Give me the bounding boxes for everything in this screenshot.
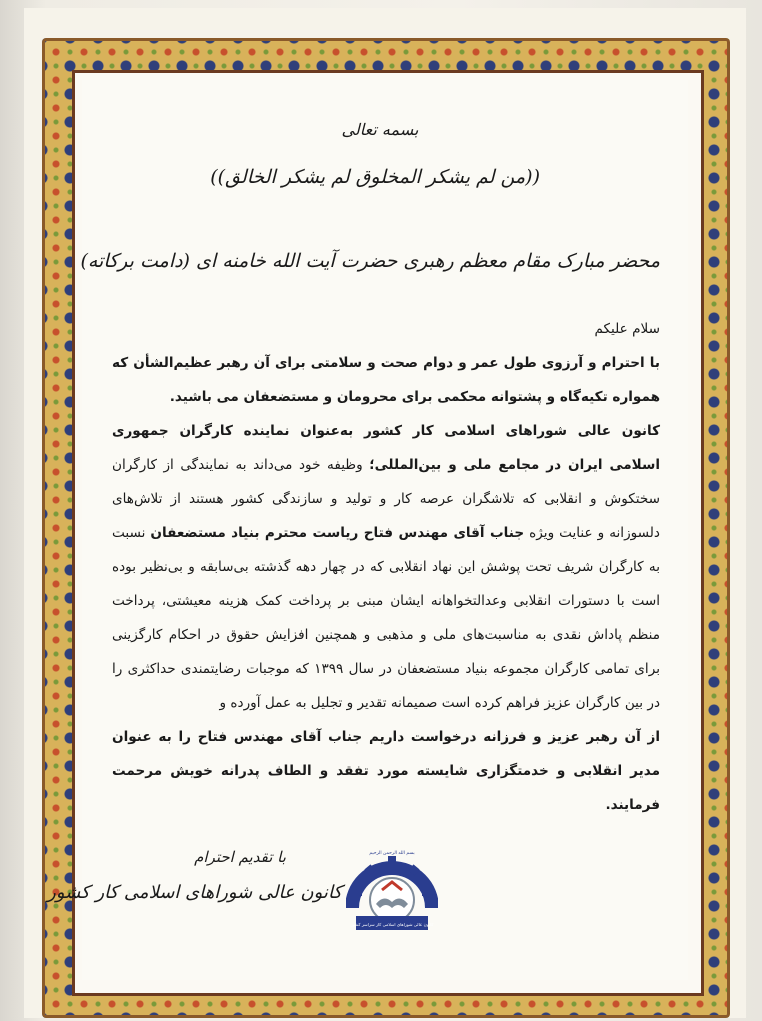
letter-body [112,312,660,822]
paragraph-wishes: با احترام و آرزوی طول عمر و دوام صحت و سلامتی برای آن رهبر عظیم‌الشأن که همواره تکیه‌گاه و پشتوانه محکمی برای محرومان و مستضعفان می باشید. [112,355,660,405]
paragraph-main-part3: نسبت به کارگران شریف تحت پوشش این نهاد انقلابی که در چهار دهه گذشته بی‌سابقه و بی‌نظیر بوده است با دستورات انقلابی وعدالتخواهانه ایشان مبنی بر پرداخت کمک هزینه معیشتی، پرداخت منظم پاداش نقدی به مناسبت‌های ملی و مذهبی و همچنین افزایش حقوق در احکام کارگزینی برای تمامی کارگران مجموعه بنیاد مستضعفان در سال ۱۳۹۹ که موجبات رضایتمندی حداکثری را در بین کارگران عزیز فراهم کرده است صمیمانه تقدیر و تجلیل به عمل آورده و [112,525,660,711]
request-part1: از آن رهبر عزیز و فرزانه درخواست داریم جناب آقای مهندس فتاح را به [151,729,660,745]
organization-intro: کانون عالی شوراهای اسلامی کار کشور به‌عنوان نماینده کارگران جمهوری اسلامی ایران در مجامع ملی و بین‌المللی؛ [112,423,661,473]
logo-bottom-text: کانون عالی شوراهای اسلامی کار سراسر کشور [350,922,434,927]
signatory-name: کانون عالی شوراهای اسلامی کار کشور [47,882,342,903]
addressee-line: محضر مبارک مقام معظم رهبری حضرت آیت الله خامنه ای (دامت برکاته) [80,250,660,272]
logo-top-text: بسم الله الرحمن الرحیم [369,851,415,856]
paragraph-request [112,720,660,822]
logo-inner-circle [370,878,414,922]
hadith-quote: ((من لم یشکر المخلوق لم یشکر الخالق)) [210,166,540,188]
honoree-title: جناب آقای مهندس فتاح ریاست محترم بنیاد مستضعفان [150,525,525,541]
closing-phrase: با تقدیم احترام [194,848,286,866]
paragraph-main [112,414,660,720]
greeting: سلام علیکم [594,321,660,337]
request-part2: عنوان مدیر انقلابی و خدمتگزاری شایسته مورد تفقد و الطاف پدرانه خویش مرحمت فرمایند. [112,729,660,813]
paragraph-main-part2: وظیفه خود می‌داند به نمایندگی از کارگران سختکوش و انقلابی که تلاشگران عرصه کار و تولید و سازندگی کشور هستند از تلاش‌های دلسوزانه و عنایت ویژه [112,457,660,541]
organization-logo [346,846,438,938]
basmala-heading: بسمه تعالی [341,120,419,139]
